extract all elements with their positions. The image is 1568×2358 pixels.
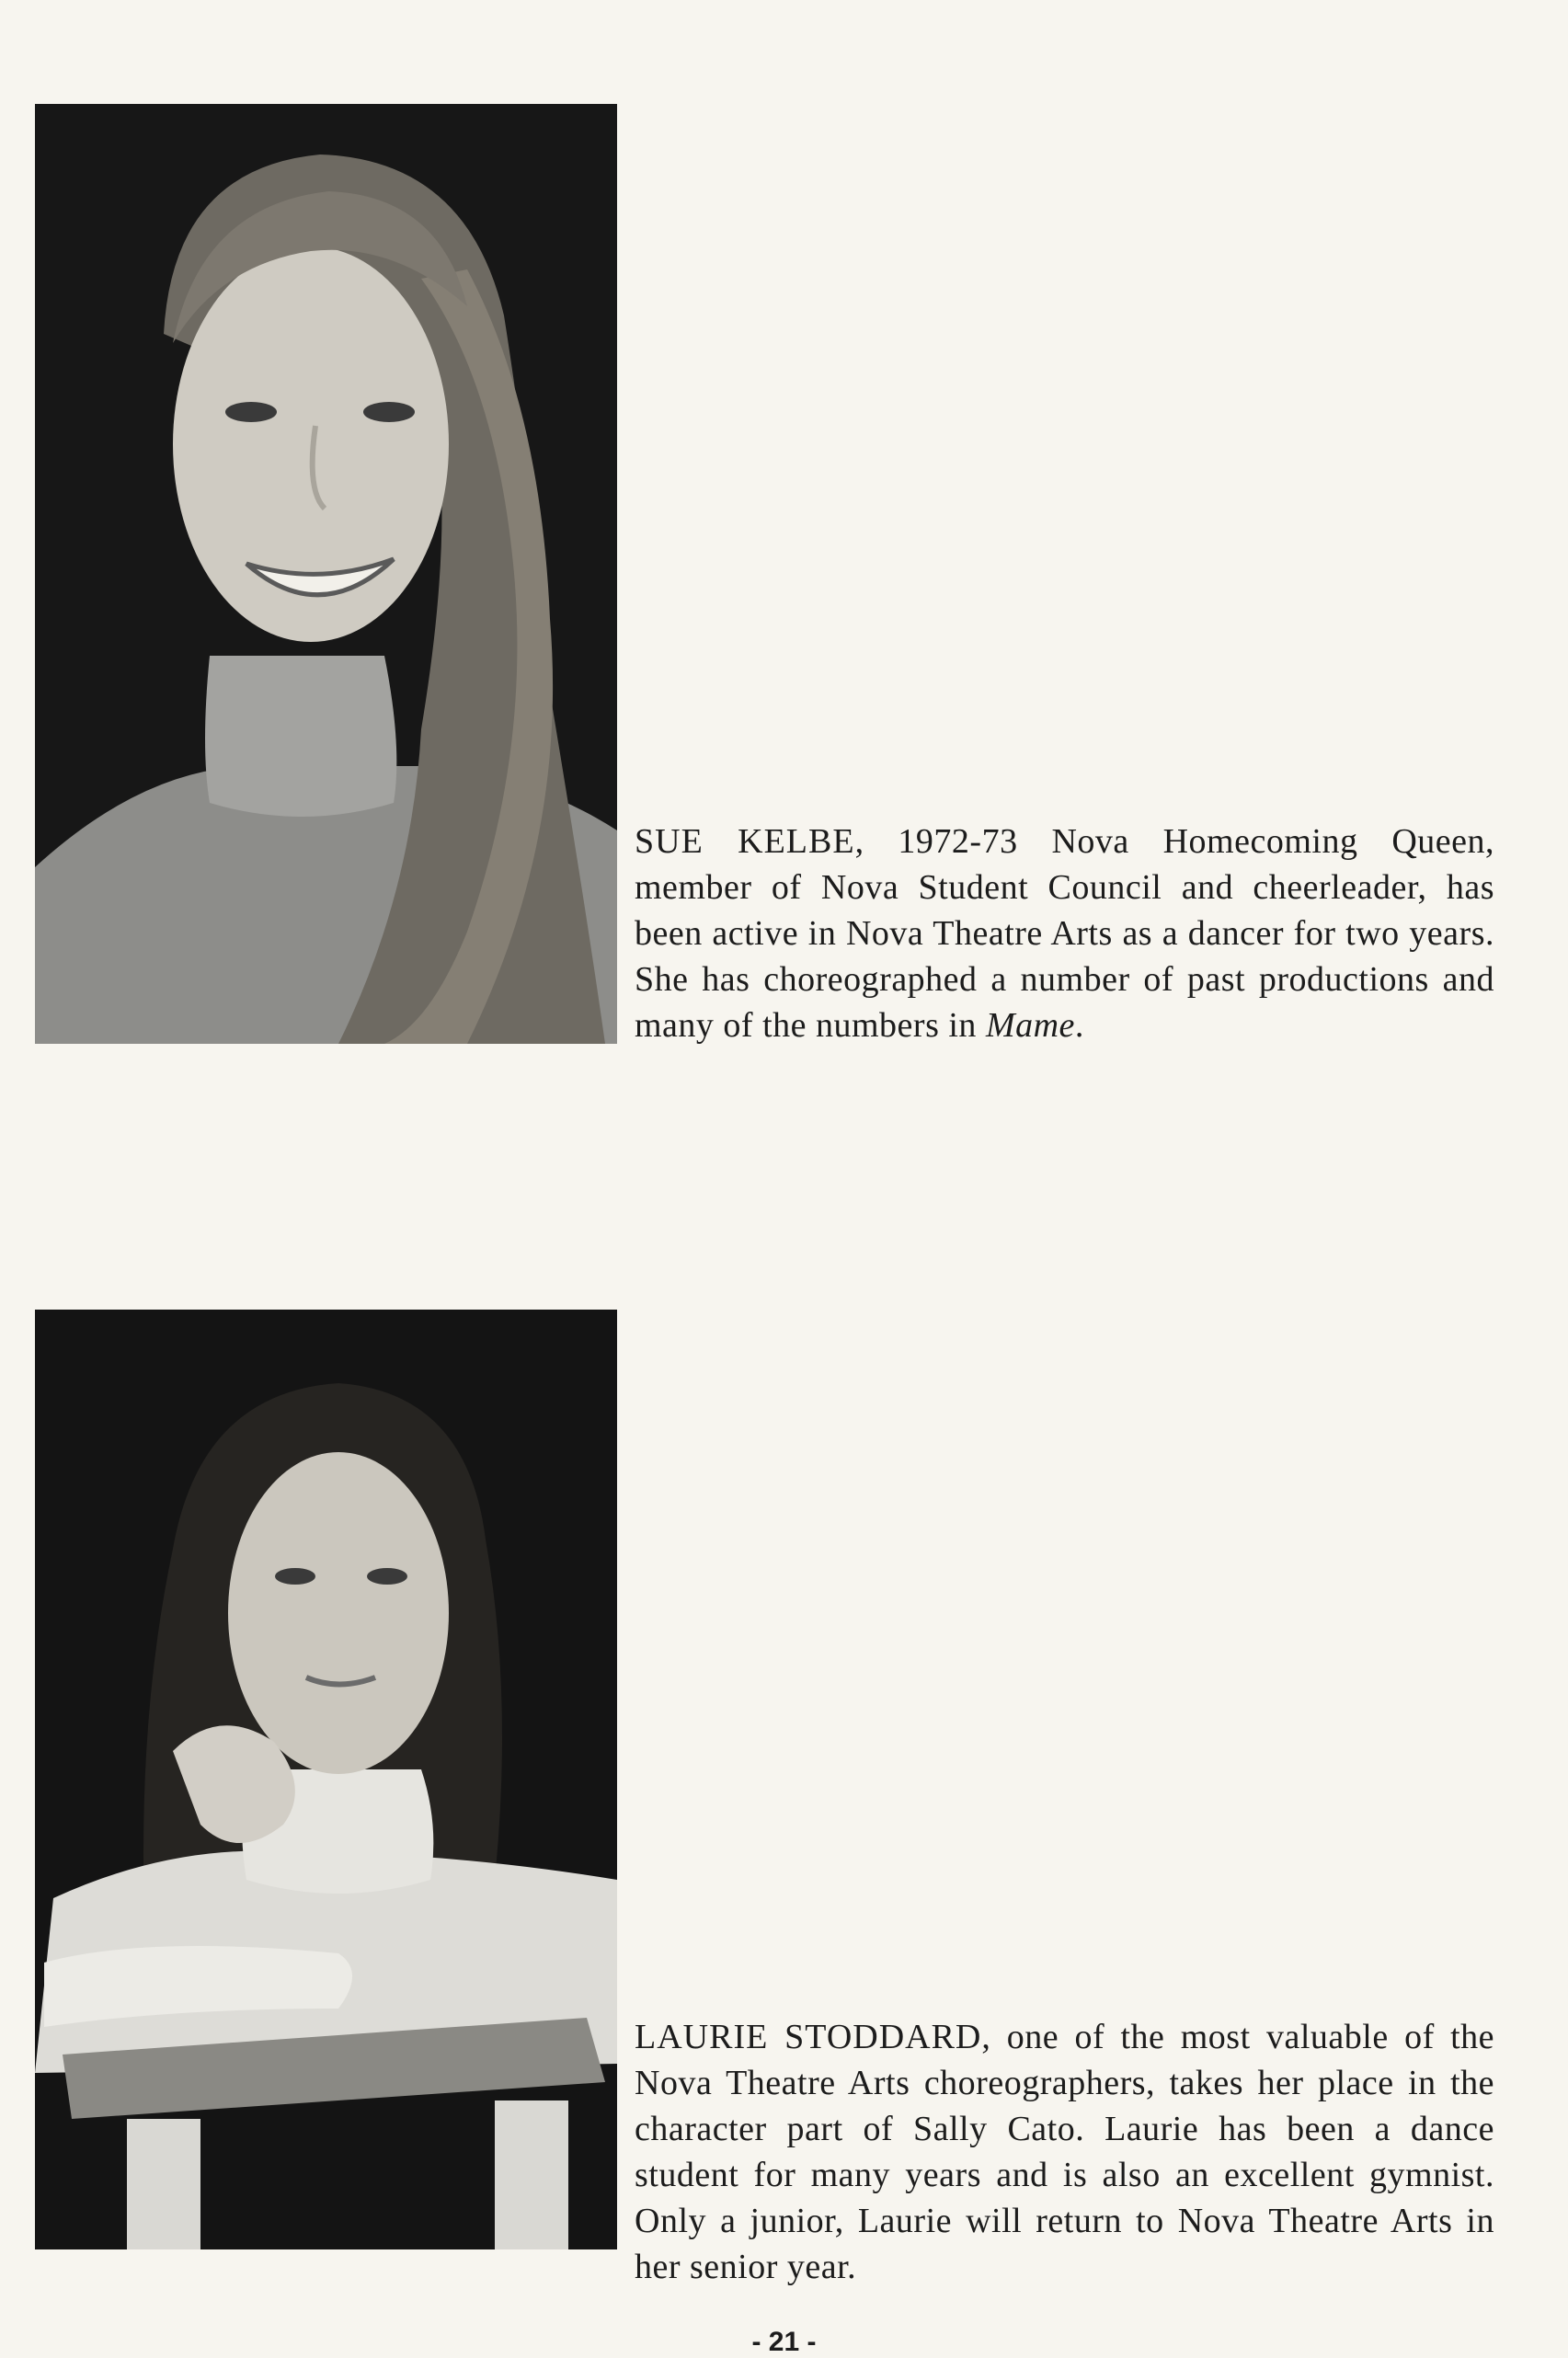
sue-kelbe-photo xyxy=(35,104,617,1044)
laurie-stoddard-name: LAURIE STODDARD xyxy=(635,2018,982,2056)
sue-kelbe-description-end: . xyxy=(1074,1006,1084,1045)
laurie-stoddard-photo xyxy=(35,1310,617,2249)
show-title: Mame xyxy=(985,1006,1075,1045)
sue-kelbe-description: , 1972-73 Nova Homecoming Queen, member of Nova Student Council and cheerleader, has been active in Nova Theatre Arts as a dancer for two years. She has choreographed a number of past productions and many of the numbers in xyxy=(635,822,1494,1045)
sue-kelbe-bio xyxy=(635,818,1494,1048)
laurie-stoddard-bio xyxy=(635,2014,1494,2290)
laurie-stoddard-description: , one of the most valuable of the Nova Theatre Arts choreographers, takes her place in the character part of Sally Cato. Laurie has been a dance student for many years and is also an excellent gymnist. Only a junior, Laurie will return to Nova Theatre Arts in her senior year. xyxy=(635,2018,1495,2286)
page-number: - 21 - xyxy=(751,2327,817,2357)
sue-kelbe-name: SUE KELBE xyxy=(635,822,855,861)
